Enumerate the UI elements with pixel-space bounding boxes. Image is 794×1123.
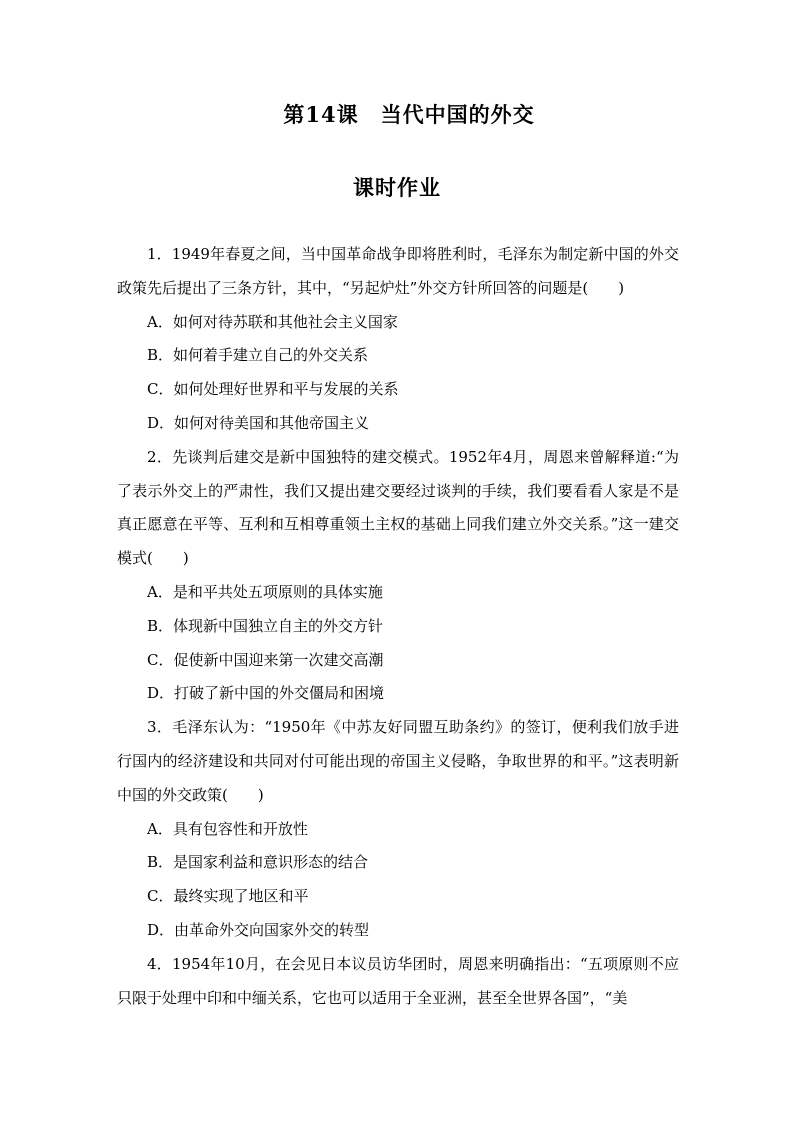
- question-3: [117, 711, 679, 948]
- option-b: B．是国家利益和意识形态的结合: [147, 853, 369, 872]
- option-a: A．是和平共处五项原则的具体实施: [147, 582, 383, 601]
- option-b: B．体现新中国独立自主的外交方针: [147, 616, 384, 635]
- option-a: A．如何对待苏联和其他社会主义国家: [147, 312, 398, 331]
- option-d: D．如何对待美国和其他帝国主义: [147, 413, 370, 432]
- question-1: [117, 238, 679, 441]
- question-list: [117, 238, 679, 1015]
- option-a: A．具有包容性和开放性: [147, 819, 308, 838]
- question-2: [117, 441, 679, 711]
- option-c: C．最终实现了地区和平: [147, 887, 309, 906]
- option-c: C．如何处理好世界和平与发展的关系: [147, 380, 399, 399]
- option-c: C．促使新中国迎来第一次建交高潮: [147, 650, 384, 669]
- question-stem: 4．1954年10月，在会见日本议员访华团时，周恩来明确指出：“五项原则不应只限于处理中印和中缅关系，它也可以适用于全亚洲，甚至全世界各国”，“美: [117, 954, 679, 1007]
- option-d: D．打破了新中国的外交僵局和困境: [147, 684, 385, 703]
- section-title: 课时作业: [353, 175, 441, 200]
- question-stem: 2．先谈判后建交是新中国独特的建交模式。1952年4月，周恩来曾解释道:“为了表示外交上的严肃性，我们又提出建交要经过谈判的手续，我们要看看人家是不是真正愿意在平等、互利和互相尊重领土主权的基础上同我们建立外交关系。”这一建交模式( ): [117, 447, 679, 568]
- question-4: [117, 948, 679, 1016]
- question-stem: 3．毛泽东认为：“1950年《中苏友好同盟互助条约》的签订，便利我们放手进行国内的经济建设和共同对付可能出现的帝国主义侵略，争取世界的和平。”这表明新中国的外交政策( ): [117, 718, 679, 804]
- lesson-title: 第14课 当代中国的外交: [283, 102, 535, 127]
- question-stem: 1．1949年春夏之间，当中国革命战争即将胜利时，毛泽东为制定新中国的外交政策先后提出了三条方针，其中，“另起炉灶”外交方针所回答的问题是( ): [117, 245, 679, 297]
- option-b: B．如何着手建立自己的外交关系: [147, 346, 369, 365]
- option-d: D．由革命外交向国家外交的转型: [147, 920, 370, 939]
